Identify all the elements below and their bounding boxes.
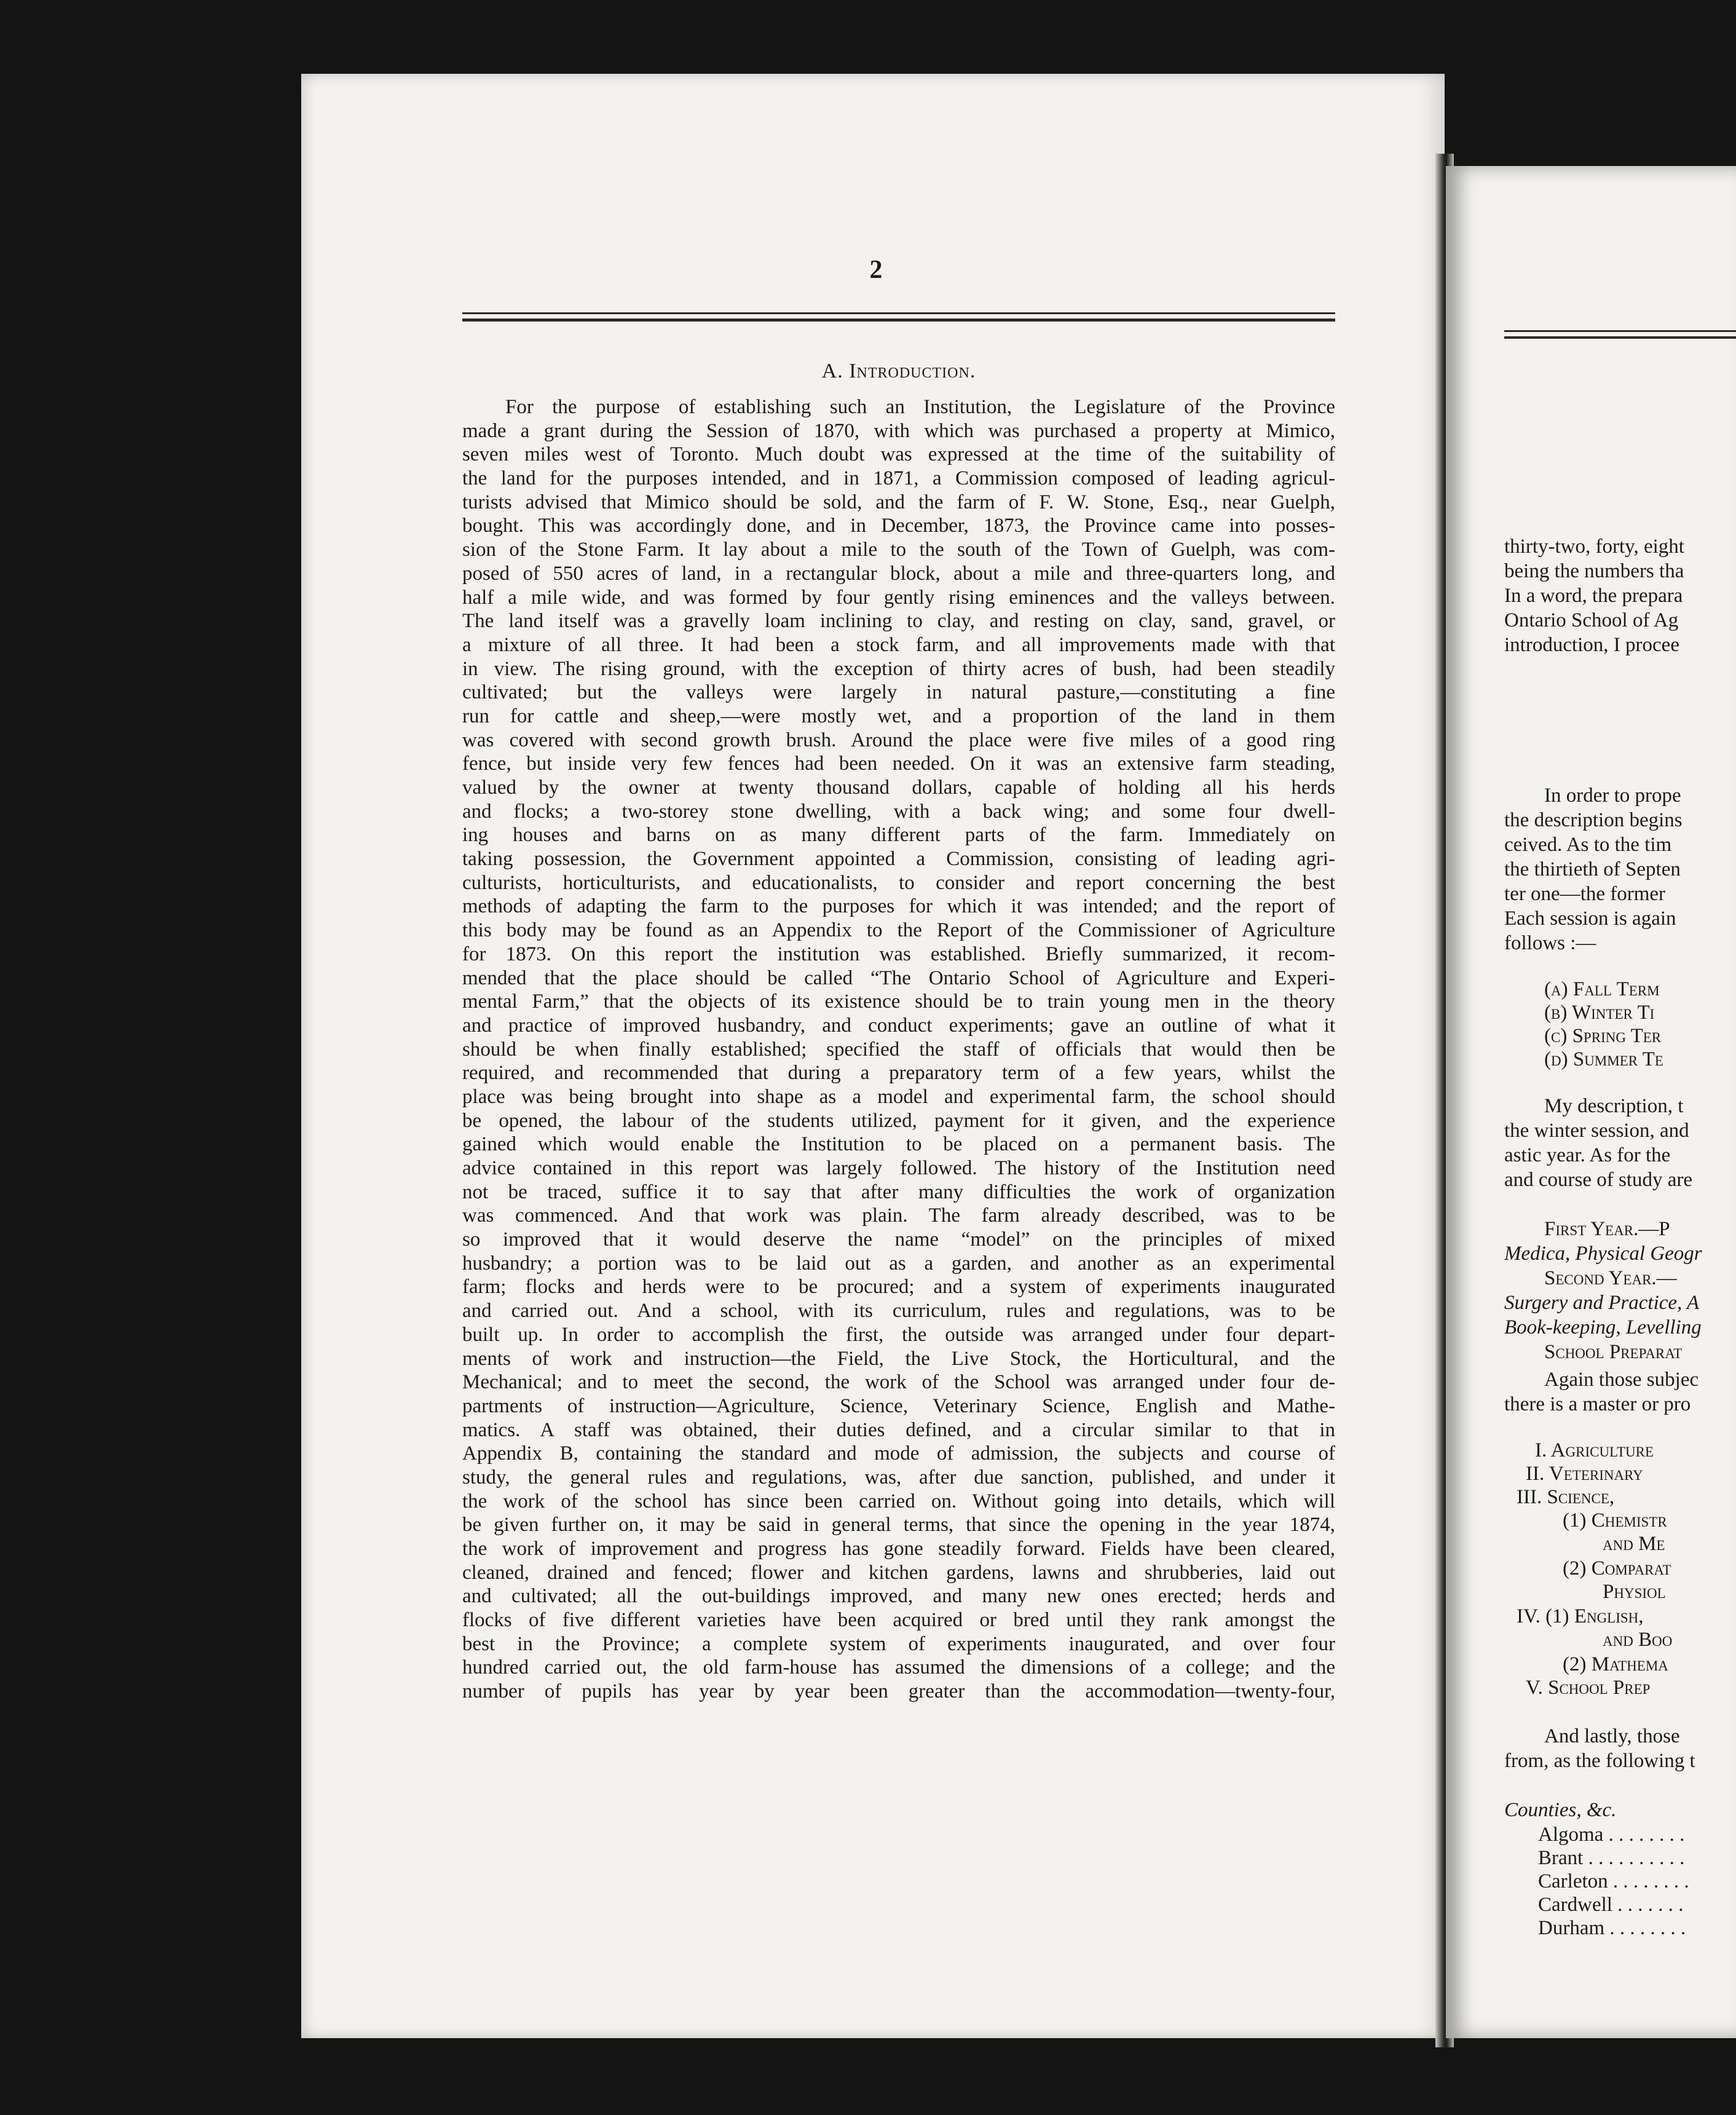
fragment-line: (2) Mathema: [1563, 1653, 1668, 1675]
fragment-line: the thirtieth of Septen: [1504, 858, 1681, 880]
text-line: so improved that it would deserve the name “model” on the principles of mixed: [462, 1228, 1335, 1251]
fragment-line: Again those subjec: [1544, 1369, 1699, 1391]
fragment-line: there is a master or pro: [1504, 1393, 1691, 1415]
fragment-line: follows :—: [1504, 932, 1596, 954]
fragment-line: Medica, Physical Geogr: [1504, 1243, 1702, 1265]
text-line: study, the general rules and regulations, was, after due sanction, published, and under it: [462, 1466, 1335, 1488]
text-line: cleaned, drained and fenced; flower and kitchen gardens, lawns and shrubberies, laid out: [462, 1561, 1335, 1584]
text-line: run for cattle and sheep,—were mostly wet, and a proportion of the land in them: [462, 705, 1335, 727]
text-line: should be when finally established; specified the staff of officials that would then be: [462, 1038, 1335, 1061]
fragment-line: I. Agriculture: [1535, 1439, 1654, 1461]
header-rule: [462, 318, 1335, 322]
text-line: the work of improvement and progress has gone steadily forward. Fields have been cleared,: [462, 1538, 1335, 1560]
fragment-line: astic year. As for the: [1504, 1144, 1671, 1166]
text-line: posed of 550 acres of land, in a rectangular block, about a mile and three-quarters long, and: [462, 562, 1335, 585]
fragment-line: Cardwell . . . . . . .: [1538, 1894, 1684, 1916]
text-line: partments of instruction—Agriculture, Science, Veterinary Science, English and Mathe-: [462, 1394, 1335, 1417]
fragment-line: Ontario School of Ag: [1504, 609, 1679, 631]
header-rule: [1504, 330, 1736, 332]
text-line: flocks of five different varieties have been acquired or bred until they rank amongst the: [462, 1609, 1335, 1632]
fragment-line: Each session is again: [1504, 907, 1676, 930]
fragment-line: ceived. As to the tim: [1504, 834, 1672, 856]
fragment-line: In order to prope: [1544, 785, 1681, 807]
fragment-line: and course of study are: [1504, 1169, 1693, 1191]
text-line: Mechanical; and to meet the second, the work of the School was arranged under four de-: [462, 1371, 1335, 1394]
text-line: mental Farm,” that the objects of its existence should be to train young men in the theory: [462, 990, 1335, 1013]
text-line: be given further on, it may be said in general terms, that since the opening in the year 1874,: [462, 1514, 1335, 1536]
text-line: ments of work and instruction—the Field, the Live Stock, the Horticultural, and the: [462, 1347, 1335, 1370]
text-line: Appendix B, containing the standard and mode of admission, the subjects and course of: [462, 1442, 1335, 1465]
text-line: seven miles west of Toronto. Much doubt was expressed at the time of the suitability of: [462, 443, 1335, 466]
text-line: hundred carried out, the old farm-house has assumed the dimensions of a college; and the: [462, 1656, 1335, 1679]
fragment-line: My description, t: [1544, 1095, 1684, 1117]
fragment-line: Brant . . . . . . . . . .: [1538, 1847, 1685, 1869]
text-line: For the purpose of establishing such an Institution, the Legislature of the Province: [505, 396, 1335, 418]
text-line: ing houses and barns on as many different parts of the farm. Immediately on: [462, 824, 1335, 847]
text-line: a mixture of all three. It had been a stock farm, and all improvements made with that: [462, 633, 1335, 656]
text-line: this body may be found as an Appendix to the Report of the Commissioner of Agriculture: [462, 919, 1335, 942]
text-line: matics. A staff was obtained, their duties defined, and a circular similar to that in: [462, 1418, 1335, 1441]
text-line: in view. The rising ground, with the exception of thirty acres of bush, had been steadily: [462, 657, 1335, 680]
right-page-fragment: [1446, 166, 1736, 2038]
text-line: made a grant during the Session of 1870, with which was purchased a property at Mimico,: [462, 419, 1335, 442]
fragment-line: V. School Prep: [1526, 1677, 1651, 1699]
header-rule: [1504, 336, 1736, 339]
text-line: methods of adapting the farm to the purposes for which it was intended; and the report of: [462, 895, 1335, 918]
text-line: cultivated; but the valleys were largely in natural pasture,—constituting a fine: [462, 681, 1335, 704]
fragment-line: (1) Chemistr: [1563, 1509, 1667, 1532]
fragment-line: In a word, the prepara: [1504, 585, 1683, 607]
text-line: required, and recommended that during a preparatory term of a few years, whilst the: [462, 1062, 1335, 1085]
page-number: 2: [869, 256, 883, 284]
section-heading-text: A. Introduction.: [821, 360, 976, 382]
fragment-line: Physiol: [1603, 1581, 1666, 1603]
header-rule: [462, 312, 1335, 314]
text-line: and flocks; a two-storey stone dwelling, with a back wing; and some four dwell-: [462, 800, 1335, 823]
fragment-line: Counties, &c.: [1504, 1799, 1617, 1821]
fragment-line: and Boo: [1603, 1629, 1673, 1651]
fragment-line: First Year.—P: [1544, 1218, 1670, 1240]
fragment-line: (a) Fall Term: [1544, 978, 1660, 1000]
fragment-line: (2) Comparat: [1563, 1557, 1671, 1579]
text-line: sion of the Stone Farm. It lay about a mile to the south of the Town of Guelph, was com-: [462, 539, 1335, 561]
text-line: best in the Province; a complete system of experiments inaugurated, and over four: [462, 1632, 1335, 1655]
section-heading: [462, 360, 1335, 383]
text-line: was commenced. And that work was plain. The farm already described, was to be: [462, 1204, 1335, 1227]
text-line: the work of the school has since been carried on. Without going into details, which will: [462, 1490, 1335, 1512]
text-line: was covered with second growth brush. Around the place were five miles of a good ring: [462, 729, 1335, 751]
text-line: bought. This was accordingly done, and in December, 1873, the Province came into posses-: [462, 515, 1335, 537]
fragment-line: Second Year.—: [1544, 1267, 1677, 1289]
text-line: The land itself was a gravelly loam inclining to clay, and resting on clay, sand, gravel, or: [462, 610, 1335, 633]
text-line: place was being brought into shape as a model and experimental farm, the school should: [462, 1085, 1335, 1108]
text-line: the land for the purposes intended, and in 1871, a Commission composed of leading agricul-: [462, 467, 1335, 490]
text-line: half a mile wide, and was formed by four gently rising eminences and the valleys between.: [462, 586, 1335, 609]
text-line: husbandry; a portion was to be laid out as a garden, and another as an experimental: [462, 1252, 1335, 1275]
fragment-line: And lastly, those: [1544, 1725, 1680, 1747]
text-line: and carried out. And a school, with its curriculum, rules and regulations, was to be: [462, 1300, 1335, 1322]
fragment-line: introduction, I procee: [1504, 634, 1679, 656]
fragment-line: the description begins: [1504, 809, 1683, 831]
left-page: [301, 74, 1445, 2038]
text-line: number of pupils has year by year been greater than the accommodation—twenty-four,: [462, 1680, 1335, 1703]
fragment-line: Carleton . . . . . . . .: [1538, 1870, 1689, 1892]
fragment-line: thirty-two, forty, eight: [1504, 536, 1684, 558]
fragment-line: the winter session, and: [1504, 1120, 1689, 1142]
introduction-body: [462, 395, 1335, 1704]
fragment-line: (b) Winter Ti: [1544, 1002, 1655, 1024]
text-line: gained which would enable the Institution to be placed on a permanent basis. The: [462, 1133, 1335, 1156]
fragment-line: (c) Spring Ter: [1544, 1025, 1662, 1047]
fragment-line: Book-keeping, Levelling: [1504, 1316, 1702, 1338]
fragment-line: School Preparat: [1544, 1341, 1683, 1363]
fragment-line: IV. (1) English,: [1517, 1605, 1644, 1627]
text-line: built up. In order to accomplish the first, the outside was arranged under four depart-: [462, 1323, 1335, 1346]
fragment-line: Durham . . . . . . . .: [1538, 1917, 1686, 1939]
fragment-line: (d) Summer Te: [1544, 1048, 1663, 1070]
text-line: for 1873. On this report the institution was established. Briefly summarized, it recom-: [462, 943, 1335, 965]
text-line: and cultivated; all the out-buildings improved, and many new ones erected; herds and: [462, 1585, 1335, 1608]
text-line: advice contained in this report was largely followed. The history of the Institution need: [462, 1157, 1335, 1179]
text-line: taking possession, the Government appointed a Commission, consisting of leading agri-: [462, 848, 1335, 871]
fragment-line: being the numbers tha: [1504, 560, 1684, 582]
fragment-line: Algoma . . . . . . . .: [1538, 1824, 1685, 1846]
fragment-line: II. Veterinary: [1526, 1463, 1643, 1485]
text-line: turists advised that Mimico should be sold, and the farm of F. W. Stone, Esq., near Guelph,: [462, 491, 1335, 513]
fragment-line: ter one—the former: [1504, 883, 1666, 905]
text-line: mended that the place should be called “The Ontario School of Agriculture and Experi-: [462, 967, 1335, 989]
text-line: fence, but inside very few fences had been needed. On it was an extensive farm steading,: [462, 753, 1335, 775]
text-line: be opened, the labour of the students utilized, payment for it given, and the experience: [462, 1109, 1335, 1132]
text-line: not be traced, suffice it to say that after many difficulties the work of organization: [462, 1180, 1335, 1203]
text-line: and practice of improved husbandry, and conduct experiments; gave an outline of what it: [462, 1014, 1335, 1037]
fragment-line: III. Science,: [1517, 1486, 1615, 1508]
fragment-line: and Me: [1603, 1533, 1665, 1555]
text-line: culturists, horticulturists, and educationalists, to consider and report concerning the best: [462, 871, 1335, 894]
text-line: farm; flocks and herds were to be procured; and a system of experiments inaugurated: [462, 1276, 1335, 1299]
fragment-line: from, as the following t: [1504, 1750, 1695, 1772]
text-line: valued by the owner at twenty thousand dollars, capable of holding all his herds: [462, 777, 1335, 799]
fragment-line: Surgery and Practice, A: [1504, 1292, 1700, 1314]
